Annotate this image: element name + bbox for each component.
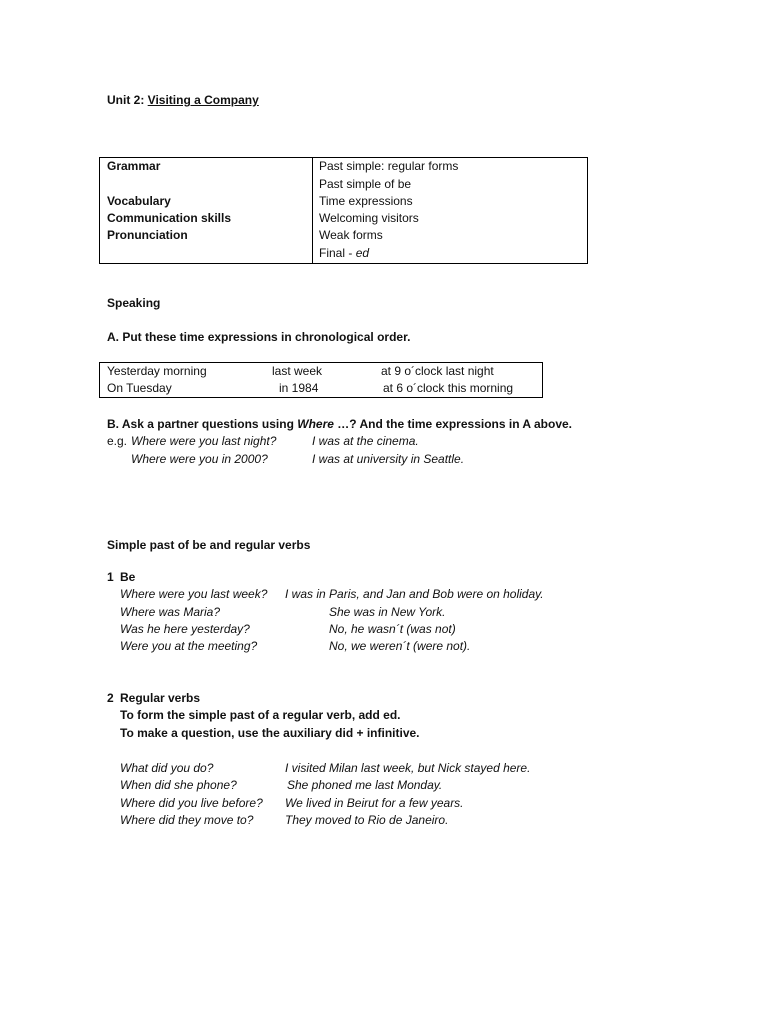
section-title: Regular verbs — [120, 691, 201, 705]
overview-right-1: Past simple: regular forms — [319, 159, 459, 173]
overview-right-final — [319, 245, 369, 262]
regular-question: What did you do? — [120, 761, 214, 775]
grammar-heading: Simple past of be and regular verbs — [107, 538, 311, 552]
overview-left-grammar: Grammar — [107, 159, 161, 173]
example-answer: I was at the cinema. — [312, 434, 419, 448]
example-question: Where were you in 2000? — [131, 452, 268, 466]
regular-question: Where did they move to? — [120, 813, 254, 827]
time-expression: at 9 o´clock last night — [381, 364, 494, 378]
be-answer: I was in Paris, and Jan and Bob were on holiday. — [285, 587, 544, 601]
time-expression: at 6 o´clock this morning — [383, 381, 514, 395]
section-title: Be — [120, 570, 136, 584]
final-label: Final - — [319, 246, 356, 260]
overview-right-2: Past simple of be — [319, 177, 412, 191]
speaking-heading: Speaking — [107, 296, 161, 310]
regular-answer: She phoned me last Monday. — [287, 778, 443, 792]
section-number: 2 — [107, 691, 114, 705]
overview-right-5: Weak forms — [319, 228, 383, 242]
section-number: 1 — [107, 570, 114, 584]
time-expression: last week — [272, 364, 323, 378]
task-b-prefix: B. Ask a partner questions using — [107, 417, 298, 431]
be-question: Was he here yesterday? — [120, 622, 250, 636]
example-answer: I was at university in Seattle. — [312, 452, 465, 466]
time-expression: in 1984 — [279, 381, 319, 395]
overview-left-vocabulary: Vocabulary — [107, 194, 171, 208]
regular-question: Where did you live before? — [120, 796, 263, 810]
rule-text: To form the simple past of a regular verb, add ed. — [120, 708, 401, 722]
regular-answer: I visited Milan last week, but Nick stayed here. — [285, 761, 531, 775]
page-title — [107, 92, 259, 109]
rule-text: To make a question, use the auxiliary did + infinitive. — [120, 726, 420, 740]
task-b-suffix: …? And the time expressions in A above. — [333, 417, 573, 431]
overview-right-3: Time expressions — [319, 194, 413, 208]
task-a-instruction: A. Put these time expressions in chronological order. — [107, 330, 411, 344]
example-question: Where were you last night? — [131, 434, 277, 448]
time-expression: On Tuesday — [107, 381, 172, 395]
unit-name: Visiting a Company — [147, 93, 259, 107]
task-b-emph: Where — [297, 417, 334, 431]
time-expression: Yesterday morning — [107, 364, 207, 378]
unit-label: Unit 2: — [107, 93, 148, 107]
overview-left-pronunciation: Pronunciation — [107, 228, 188, 242]
regular-answer: We lived in Beirut for a few years. — [285, 796, 464, 810]
be-answer: No, he wasn´t (was not) — [329, 622, 456, 636]
eg-label: e.g. — [107, 434, 128, 448]
overview-right-4: Welcoming visitors — [319, 211, 419, 225]
regular-answer: They moved to Rio de Janeiro. — [285, 813, 449, 827]
be-question: Where were you last week? — [120, 587, 268, 601]
overview-left-communication: Communication skills — [107, 211, 232, 225]
regular-question: When did she phone? — [120, 778, 237, 792]
task-b-instruction — [107, 416, 572, 433]
be-answer: She was in New York. — [329, 605, 446, 619]
final-suffix: ed — [355, 246, 370, 260]
table-divider — [312, 157, 313, 264]
be-question: Where was Maria? — [120, 605, 221, 619]
be-answer: No, we weren´t (were not). — [329, 639, 471, 653]
be-question: Were you at the meeting? — [120, 639, 258, 653]
